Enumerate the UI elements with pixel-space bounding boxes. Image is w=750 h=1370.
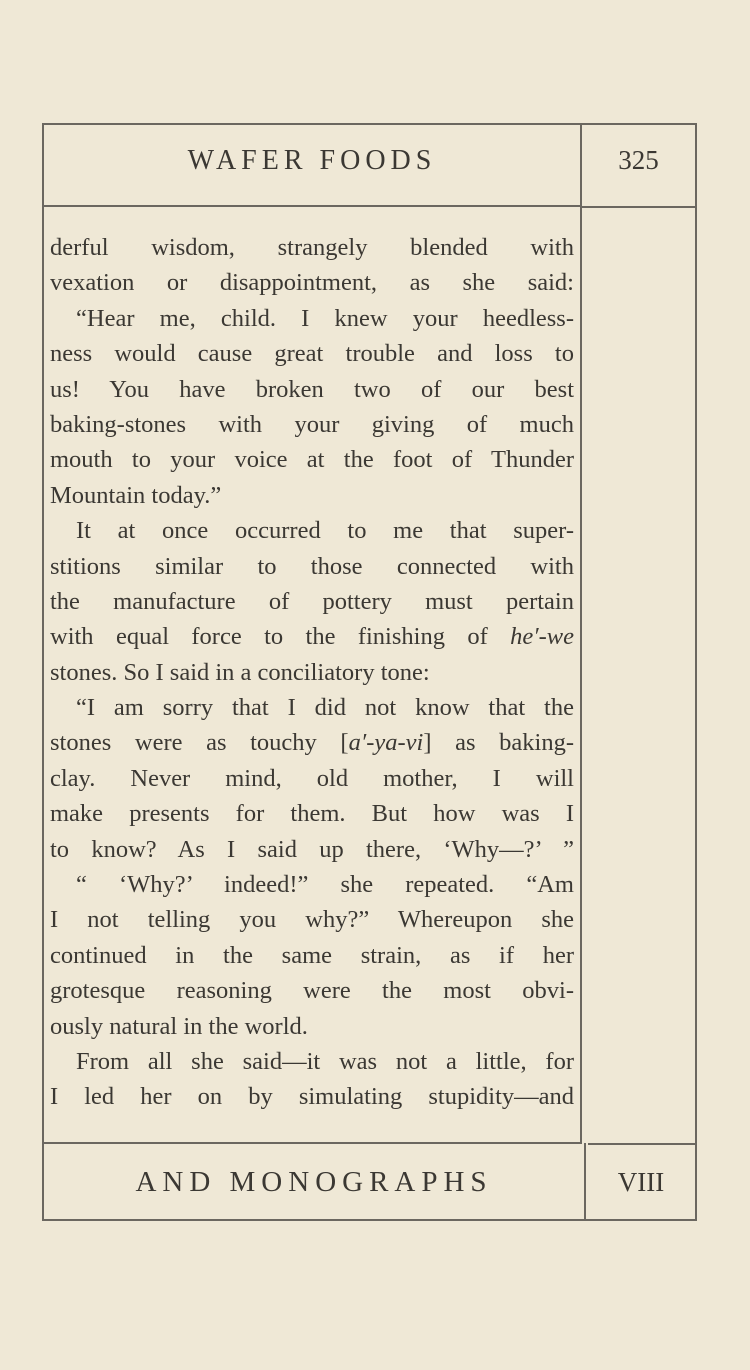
text-line <box>50 372 574 407</box>
text-segment: I not telling you why?” Whereupon she <box>50 906 574 934</box>
text-line <box>50 867 574 902</box>
italic-term: a′-ya-vi <box>348 729 424 757</box>
text-segment: “I am sorry that I did not know that the <box>76 694 574 722</box>
text-segment: the manufacture of pottery must pertain <box>50 587 574 615</box>
text-line <box>50 690 574 725</box>
text-segment: stitions similar to those connected with <box>50 552 574 580</box>
text-line <box>50 832 574 867</box>
text-segment: “ ‘Why?’ indeed!” she repeated. “Am <box>76 871 574 899</box>
text-line <box>50 407 574 442</box>
text-line <box>50 796 574 831</box>
text-line <box>50 938 574 973</box>
footer-rule <box>44 1142 582 1144</box>
text-line <box>50 725 574 760</box>
header-rule <box>44 205 582 207</box>
text-line <box>50 549 574 584</box>
text-line <box>50 478 574 513</box>
text-segment: “Hear me, child. I knew your heedless- <box>76 304 574 332</box>
text-segment: stones. So I said in a conciliatory tone: <box>50 658 430 686</box>
body-text <box>50 230 574 1115</box>
text-line <box>50 1044 574 1079</box>
text-segment: It at once occurred to me that super- <box>76 517 574 545</box>
text-segment: baking-stones with your giving of much <box>50 410 574 438</box>
text-segment: ] as baking- <box>423 729 574 757</box>
text-line <box>50 584 574 619</box>
text-segment: ness would cause great trouble and loss to <box>50 340 574 368</box>
text-segment: to know? As I said up there, ‘Why—?’ ” <box>50 835 574 863</box>
volume-number: VIII <box>617 1167 665 1197</box>
text-line <box>50 513 574 548</box>
text-segment: I led her on by simulating stupidity—and <box>50 1083 574 1111</box>
text-segment: derful wisdom, strangely blended with <box>50 234 574 261</box>
text-line <box>50 761 574 796</box>
text-line <box>50 973 574 1008</box>
text-line <box>50 230 574 265</box>
text-segment: grotesque reasoning were the most obvi- <box>50 977 574 1005</box>
text-line <box>50 655 574 690</box>
series-title: AND MONOGRAPHS <box>135 1166 493 1198</box>
page-number: 325 <box>618 145 659 175</box>
text-segment: make presents for them. But how was I <box>50 800 574 828</box>
text-segment: clay. Never mind, old mother, I will <box>50 764 574 792</box>
text-line <box>50 442 574 477</box>
text-segment: ously natural in the world. <box>50 1012 308 1040</box>
text-line <box>50 336 574 371</box>
text-line <box>50 902 574 937</box>
text-segment: us! You have broken two of our best <box>50 375 574 403</box>
text-segment: stones were as touchy [ <box>50 729 349 757</box>
text-line <box>50 619 574 654</box>
text-segment: vexation or disappointment, as she said: <box>50 269 574 297</box>
footer-rule-right <box>588 1143 695 1145</box>
italic-term: he′-we <box>510 623 574 651</box>
text-segment: mouth to your voice at the foot of Thunder <box>50 446 574 474</box>
running-title: WAFER FOODS <box>187 145 437 176</box>
text-line <box>50 301 574 336</box>
text-line <box>50 1079 574 1114</box>
column-divider <box>580 125 582 1143</box>
text-segment: with equal force to the finishing of <box>50 623 511 651</box>
text-segment: Mountain today.” <box>50 481 222 509</box>
header-rule-right <box>582 206 695 208</box>
text-segment: continued in the same strain, as if her <box>50 941 574 969</box>
text-line <box>50 1009 574 1044</box>
text-segment: From all she said—it was not a little, for <box>76 1047 574 1075</box>
text-line <box>50 265 574 300</box>
